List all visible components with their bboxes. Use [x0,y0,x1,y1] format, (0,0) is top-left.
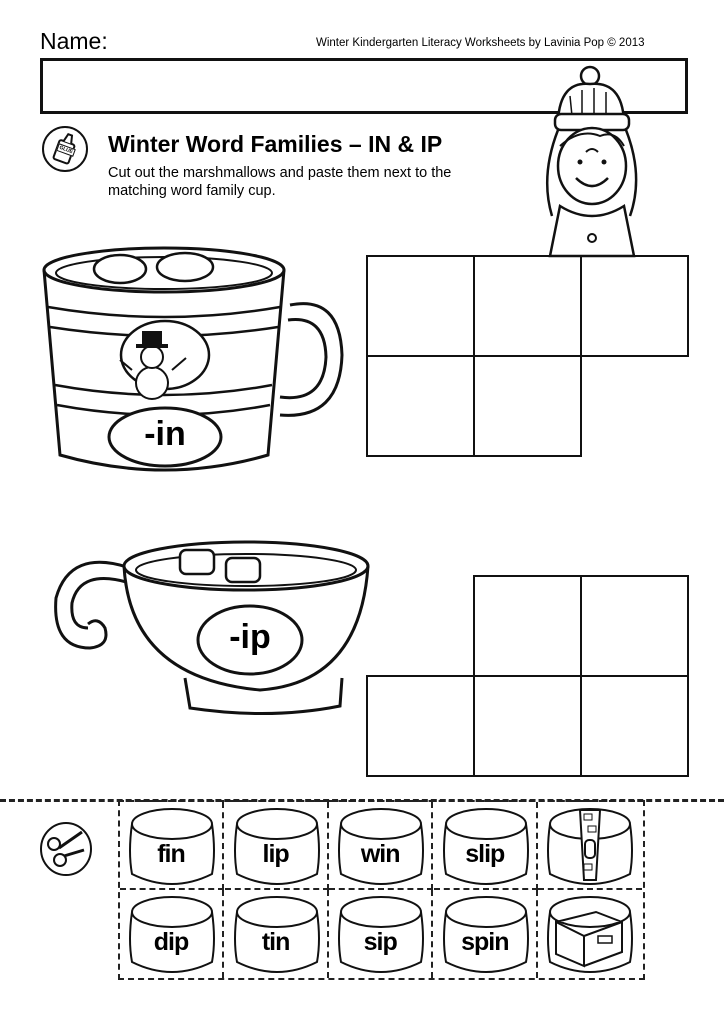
marshmallow-card[interactable] [434,802,538,890]
marshmallow-cutouts [118,800,645,980]
box-icon [538,890,642,978]
marshmallow-card[interactable] [120,802,224,890]
paste-cell[interactable] [581,256,688,356]
paste-cell[interactable] [581,576,688,676]
paste-grid-in [366,255,689,457]
paste-cell[interactable] [367,256,474,356]
paste-cell[interactable] [474,356,581,456]
scissors-icon [40,822,94,878]
marshmallow-word: dip [153,928,189,956]
marshmallow-card[interactable] [225,890,329,978]
marshmallow-card[interactable] [329,890,433,978]
marshmallow-word: spin [461,928,509,956]
paste-cell[interactable] [367,676,474,776]
cup-label-in: -in [144,415,186,453]
marshmallow-word: fin [157,840,185,868]
paste-cell[interactable] [474,576,581,676]
marshmallow-word: slip [465,840,505,868]
paste-cell[interactable] [581,676,688,776]
paste-cell[interactable] [474,256,581,356]
marshmallow-card[interactable] [120,890,224,978]
page-title: Winter Word Families – IN & IP [108,131,443,157]
name-label: Name: [40,28,108,54]
marshmallow-word: tin [261,928,290,956]
girl-illustration [530,66,660,258]
marshmallow-card[interactable] [225,802,329,890]
paste-cell[interactable] [474,676,581,776]
marshmallow-word: sip [363,928,397,956]
marshmallow-card[interactable] [538,890,642,978]
marshmallow-word: win [360,840,400,868]
marshmallow-card[interactable] [434,890,538,978]
instructions: Cut out the marshmallows and paste them next to the matching word family cup. [108,165,452,199]
glue-label-text: GLUE [56,143,76,157]
marshmallow-card[interactable] [329,802,433,890]
paste-grid-ip [366,575,689,777]
cup-label-ip: -ip [229,618,271,656]
zipper-icon [538,802,642,890]
marshmallow-word: lip [262,840,289,868]
paste-cell[interactable] [367,356,474,456]
credit-text: Winter Kindergarten Literacy Worksheets by Lavinia Pop © 2013 [316,37,645,49]
marshmallow-card[interactable] [538,802,642,890]
